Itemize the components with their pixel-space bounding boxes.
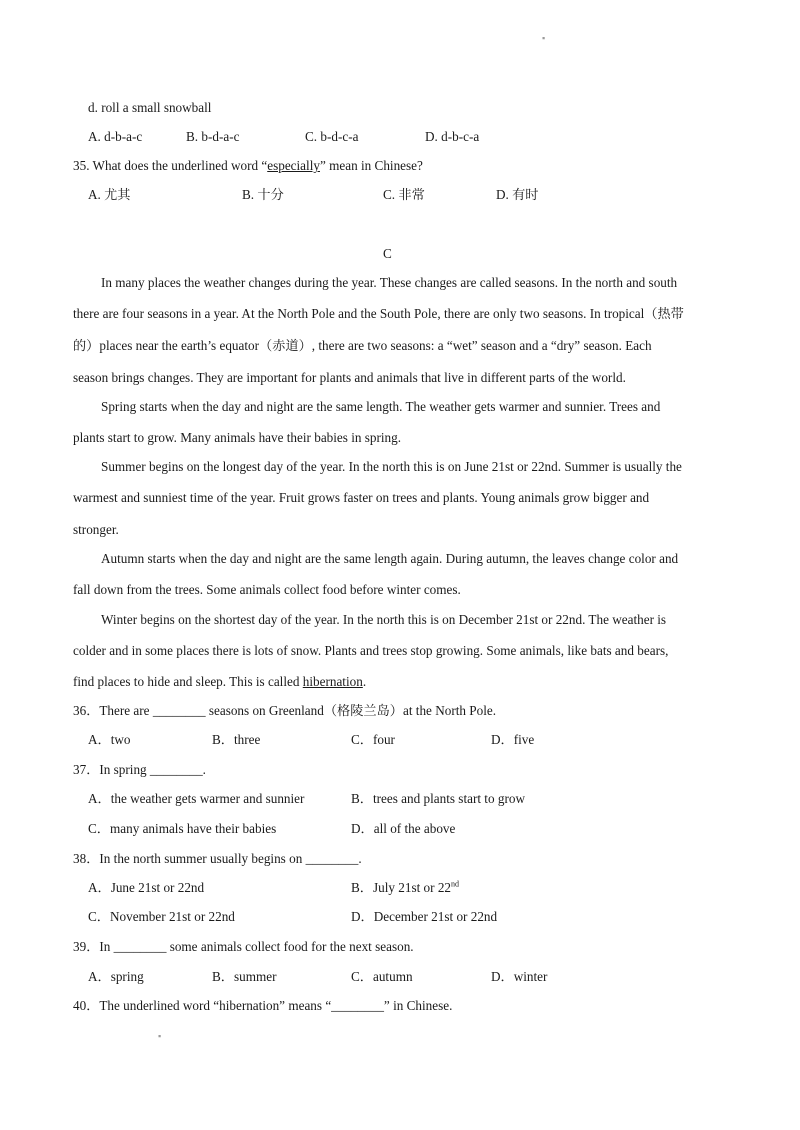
q35-stem-suffix: ” mean in Chinese? — [319, 158, 423, 173]
passage-p1-line3: 的）places near the earth’s equator（赤道）, there are two seasons: a “wet” season and a “dry” season. Each — [73, 338, 652, 353]
page-mark-bottom: ▪ — [158, 1031, 162, 1041]
q35-stem-prefix: 35. What does the underlined word “ — [73, 158, 268, 173]
q39-stem: 39．In ________ some animals collect food for the next season. — [73, 939, 414, 954]
q38-option-c: C．November 21st or 22nd — [88, 909, 235, 924]
q36-option-c: C．four — [351, 732, 395, 747]
q35-stem — [73, 158, 423, 174]
q34-option-a: A. d-b-a-c — [88, 129, 143, 144]
q35-option-d: D. 有时 — [496, 187, 539, 202]
q38-option-b-superscript: nd — [451, 879, 460, 889]
q38-option-b — [351, 880, 459, 896]
q37-option-b: B．trees and plants start to grow — [351, 791, 525, 806]
page-mark: ▪ — [542, 33, 546, 43]
passage-p1-line1: In many places the weather changes during the year. These changes are called seasons. In the north and south — [101, 275, 678, 290]
q34-option-d: D. d-b-c-a — [425, 129, 480, 144]
q39-option-a: A．spring — [88, 969, 144, 984]
passage-p5-line3 — [73, 674, 366, 690]
q35-option-b: B. 十分 — [242, 187, 284, 202]
passage-p4-line1: Autumn starts when the day and night are the same length again. During autumn, the leaves change color and — [101, 551, 679, 566]
q37-option-d: D．all of the above — [351, 821, 456, 836]
passage-p3-line2: warmest and sunniest time of the year. Fruit grows faster on trees and plants. Young animals grow bigger and — [73, 490, 650, 505]
hibernation-underlined-word: hibernation — [302, 674, 363, 689]
passage-p4-line2: fall down from the trees. Some animals collect food before winter comes. — [73, 582, 461, 597]
q34-item-d: d. roll a small snowball — [88, 100, 212, 115]
passage-p5-line3-prefix: find places to hide and sleep. This is called — [73, 674, 303, 689]
passage-p2-line1: Spring starts when the day and night are the same length. The weather gets warmer and sunnier. Trees and — [101, 399, 661, 414]
passage-heading: C — [383, 246, 392, 261]
passage-p3-line3: stronger. — [73, 522, 119, 537]
passage-p5-line1: Winter begins on the shortest day of the year. In the north this is on December 21st or 22nd. The weather is — [101, 612, 667, 627]
q37-option-a: A．the weather gets warmer and sunnier — [88, 791, 305, 806]
passage-p3-line1: Summer begins on the longest day of the year. In the north this is on June 21st or 22nd. Summer is usually the — [101, 459, 682, 474]
q36-option-d: D．five — [491, 732, 535, 747]
q36-option-b: B．three — [212, 732, 261, 747]
q39-option-d: D．winter — [491, 969, 548, 984]
passage-p5-line3-suffix: . — [362, 674, 367, 689]
q35-option-c: C. 非常 — [383, 187, 425, 202]
q38-option-d: D．December 21st or 22nd — [351, 909, 498, 924]
q38-stem: 38．In the north summer usually begins on ________. — [73, 851, 362, 866]
q35-option-a: A. 尤其 — [88, 187, 131, 202]
q34-option-c: C. b-d-c-a — [305, 129, 359, 144]
passage-p5-line2: colder and in some places there is lots of snow. Plants and trees stop growing. Some animals, like bats and bears, — [73, 643, 669, 658]
q37-stem: 37．In spring ________. — [73, 762, 206, 777]
q37-option-c: C．many animals have their babies — [88, 821, 277, 836]
q39-option-b: B．summer — [212, 969, 277, 984]
passage-p1-line4: season brings changes. They are important for plants and animals that live in different parts of the world. — [73, 370, 626, 385]
q36-option-a: A．two — [88, 732, 131, 747]
q35-underlined-word: especially — [267, 158, 320, 173]
passage-p2-line2: plants start to grow. Many animals have their babies in spring. — [73, 430, 402, 445]
q38-option-a: A．June 21st or 22nd — [88, 880, 205, 895]
q36-stem: 36．There are ________ seasons on Greenland（格陵兰岛）at the North Pole. — [73, 703, 497, 718]
q34-option-b: B. b-d-a-c — [186, 129, 240, 144]
q38-option-b-text: B．July 21st or 22 — [351, 880, 452, 895]
q40-stem: 40．The underlined word “hibernation” means “________” in Chinese. — [73, 998, 453, 1013]
passage-p1-line2: there are four seasons in a year. At the North Pole and the South Pole, there are only two seasons. In tropical（热带 — [73, 306, 684, 321]
q39-option-c: C．autumn — [351, 969, 413, 984]
